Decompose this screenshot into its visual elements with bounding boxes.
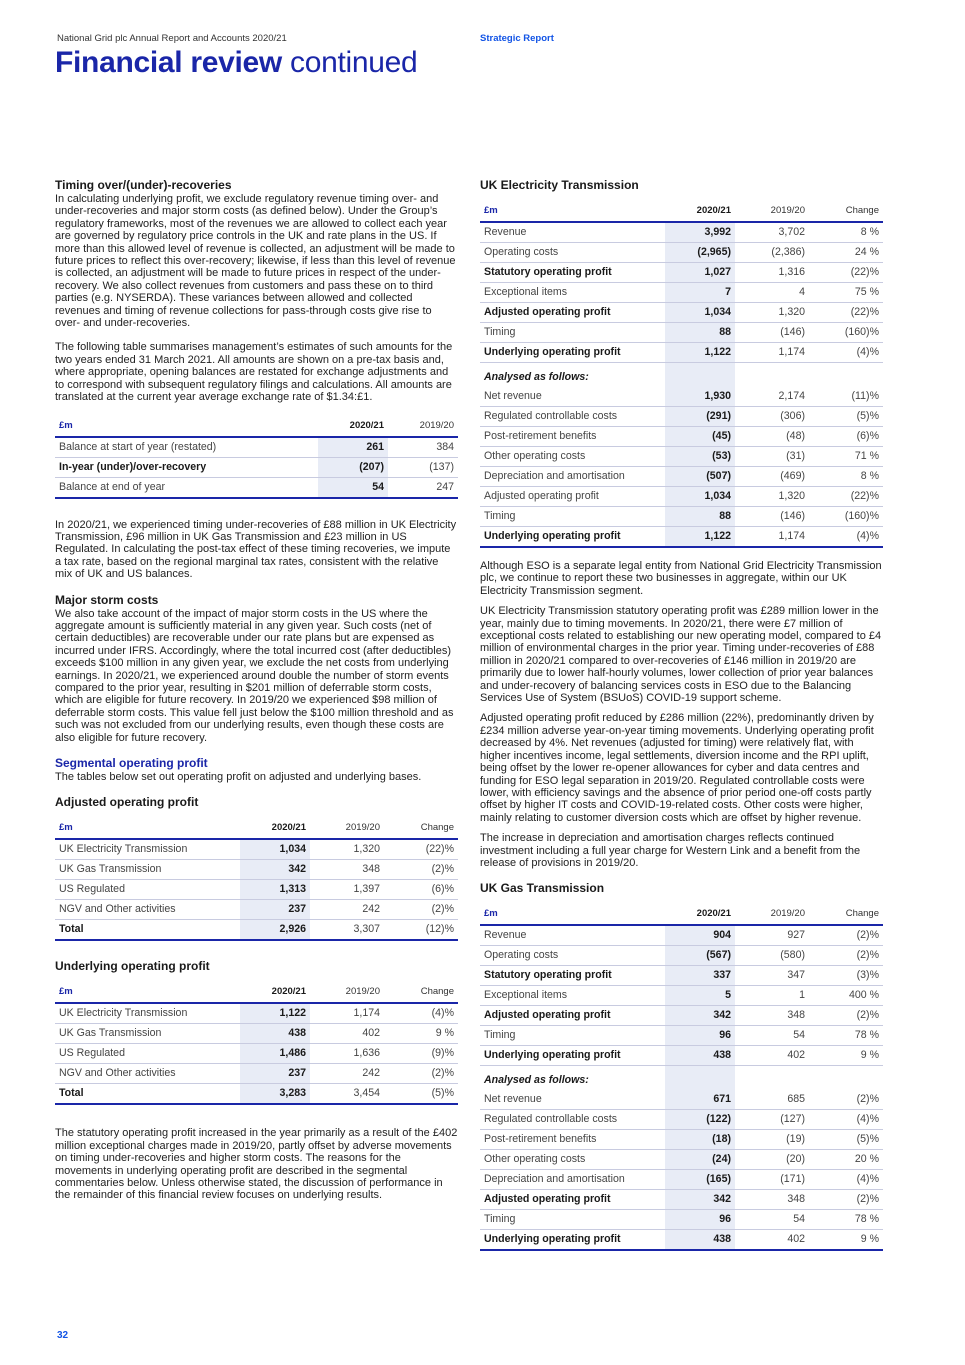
table-row: Exceptional items 5 1 400 % — [480, 986, 883, 1006]
table-row: Depreciation and amortisation (507) (469) 8 % — [480, 467, 883, 487]
storm-heading: Major storm costs — [55, 592, 159, 607]
table-row: Adjusted operating profit 1,034 1,320 (22)% — [480, 303, 883, 323]
ukel-paragraph-1: Although ESO is a separate legal entity from National Grid Electricity Transmission plc, we continue to report these two businesses in aggregate, within our UK Electricity Transmission segment. — [480, 560, 882, 597]
table-header: 2019/20 — [735, 904, 809, 925]
table-row: Balance at start of year (restated) 261 384 — [55, 437, 458, 458]
section-label: Strategic Report — [480, 33, 554, 44]
table-row: US Regulated 1,313 1,397 (6)% — [55, 880, 458, 900]
table-header: Change — [809, 201, 883, 222]
right-column — [480, 178, 883, 1251]
table-header: 2020/21 — [240, 818, 310, 839]
adjusted-table — [55, 818, 458, 941]
table-row: Underlying operating profit 1,122 1,174 (4)% — [480, 527, 883, 548]
underlying-heading: Underlying operating profit — [55, 959, 210, 974]
table-header: 2019/20 — [310, 982, 384, 1003]
table-subheading: Analysed as follows: — [480, 1066, 883, 1091]
table-row: Net revenue 671 685 (2)% — [480, 1090, 883, 1110]
table-row: Timing 88 (146) (160)% — [480, 323, 883, 343]
adjusted-heading: Adjusted operating profit — [55, 795, 199, 810]
table-row: NGV and Other activities 237 242 (2)% — [55, 900, 458, 920]
table-row: Adjusted operating profit 342 348 (2)% — [480, 1006, 883, 1026]
ukel-paragraph-3: Adjusted operating profit reduced by £286 million (22%), predominantly driven by £234 million adverse year-on-year timing movements. Underlying operating profit decreased by 4%. Net revenues (adjusted for timing) were relatively flat, with higher incentives income, legal settlements, diversion income and the RPI uplift, being offset by the lower re-opener allowances for cyber and data centres and funding for ESO legal separation in 2019/20. Regulated controllable costs were lower, with efficiency savings and the absence of prior period one-off costs partly offset by higher IT costs and COVID-19-related costs. Other costs were higher, mainly relating to customer diversion costs which are offset by higher revenue. — [480, 712, 874, 824]
timing-paragraph-3: In 2020/21, we experienced timing under-recoveries of £88 million in UK Electricity Transmission, £96 million in UK Gas Transmission and £23 million in US Regulated. In calculating the post-tax effect of these timing recoveries, we impute a tax rate, based on the regional marginal tax rates, consistent with the relative mix of UK and US balances. — [55, 518, 457, 581]
table-header: 2019/20 — [310, 818, 384, 839]
table-header: 2020/21 — [665, 201, 735, 222]
timing-heading: Timing over/(under)-recoveries — [55, 178, 232, 192]
table-header: £m — [55, 416, 318, 437]
timing-table — [55, 416, 458, 499]
table-row: UK Electricity Transmission 1,034 1,320 (22)% — [55, 839, 458, 860]
table-row: UK Gas Transmission 342 348 (2)% — [55, 860, 458, 880]
segmental-heading: Segmental operating profit — [55, 756, 208, 770]
table-row: Underlying operating profit 1,122 1,174 (4)% — [480, 343, 883, 363]
table-row: Statutory operating profit 1,027 1,316 (22)% — [480, 263, 883, 283]
table-header: 2020/21 — [318, 416, 388, 437]
table-row: Adjusted operating profit 1,034 1,320 (22)% — [480, 487, 883, 507]
table-row: Underlying operating profit 438 402 9 % — [480, 1230, 883, 1251]
timing-paragraph-2: The following table summarises management’s estimates of such amounts for the two years ended 31 March 2021. All amounts are shown on a pre-tax basis and, where appropriate, opening balances are restated for exchange adjustments and to correspond with subsequent regulatory filings and calculations. All amounts are translated at the current year average exchange rate of $1.34:£1. — [55, 341, 453, 404]
ukel-heading: UK Electricity Transmission — [480, 178, 639, 192]
segmental-paragraph-2: The statutory operating profit increased in the year primarily as a result of the £402 million exceptional charges made in 2019/20, partly offset by adverse movements on timing under-recoveries and higher storm costs. The reasons for the movements in underlying operating profit are described in the segmental commentaries below. Unless otherwise stated, the discussion of performance in the remainder of this financial review focuses on underlying results. — [55, 1127, 458, 1202]
storm-paragraph: We also take account of the impact of major storm costs in the US where the aggregate amount is sufficiently material in any given year. Such costs (net of certain deductibles) are recoverable under our rate plans but are expensed as incurred under IFRS. Accordingly, where the total incurred cost (after deductibles) exceeds $100 million in any given year, we exclude the net costs from underlying earnings. In 2020/21, we experienced around double the number of storm events compared to the prior year, resulting in $201 million of deferrable storm costs, which are eligible for future recovery. In 2019/20 we experienced $98 million of deferrable storm costs. This value fell just below the $100 million threshold and as such was not excluded from our underlying results, even though these costs are also eligible for future recovery. — [55, 607, 454, 744]
segmental-intro: The tables below set out operating profit on adjusted and underlying bases. — [55, 771, 422, 783]
table-row: Post-retirement benefits (45) (48) (6)% — [480, 427, 883, 447]
table-header: £m — [480, 201, 665, 222]
table-row: UK Gas Transmission 438 402 9 % — [55, 1024, 458, 1044]
table-row: Post-retirement benefits (18) (19) (5)% — [480, 1130, 883, 1150]
table-row: UK Electricity Transmission 1,122 1,174 (4)% — [55, 1003, 458, 1024]
table-header: Change — [384, 982, 458, 1003]
table-row: Other operating costs (24) (20) 20 % — [480, 1150, 883, 1170]
table-row: NGV and Other activities 237 242 (2)% — [55, 1064, 458, 1084]
table-row: Total 3,283 3,454 (5)% — [55, 1084, 458, 1105]
table-row: Revenue 904 927 (2)% — [480, 925, 883, 946]
left-column — [55, 178, 458, 1202]
table-row: Total 2,926 3,307 (12)% — [55, 920, 458, 941]
table-row: Regulated controllable costs (122) (127) (4)% — [480, 1110, 883, 1130]
table-header: 2020/21 — [665, 904, 735, 925]
table-row: Regulated controllable costs (291) (306) (5)% — [480, 407, 883, 427]
table-header: 2019/20 — [388, 416, 458, 437]
table-header: £m — [480, 904, 665, 925]
report-title: National Grid plc Annual Report and Accounts 2020/21 — [57, 33, 287, 44]
table-row: Timing 96 54 78 % — [480, 1210, 883, 1230]
table-row: Revenue 3,992 3,702 8 % — [480, 222, 883, 243]
table-subheading: Analysed as follows: — [480, 363, 883, 388]
table-header: £m — [55, 818, 240, 839]
table-row: US Regulated 1,486 1,636 (9)% — [55, 1044, 458, 1064]
table-row: In-year (under)/over-recovery (207) (137) — [55, 457, 458, 477]
table-row: Underlying operating profit 438 402 9 % — [480, 1046, 883, 1066]
timing-paragraph-1: In calculating underlying profit, we exclude regulatory revenue timing over- and under-recoveries and major storm costs (as defined below). Under the Group’s regulatory frameworks, most of the revenues we are allowed to collect each year are governed by regulatory price controls in the UK and rate plans in the US. If more than this allowed level of revenue is collected, an adjustment will be made to future prices to reflect this over-recovery; likewise, if less than this level of revenue is collected, an adjustment will be made to future prices in respect of the under-recovery. We also collect revenues from customers and pass these on to third parties (e.g. NYSERDA). These variances between allowed and collected revenues and timing of revenue collections for pass-through costs give rise to over- and under-recoveries. — [55, 193, 456, 330]
table-row: Operating costs (2,965) (2,386) 24 % — [480, 243, 883, 263]
table-row: Other operating costs (53) (31) 71 % — [480, 447, 883, 467]
ukgas-table — [480, 904, 883, 1251]
ukel-table — [480, 201, 883, 548]
table-row: Timing 88 (146) (160)% — [480, 507, 883, 527]
table-header: Change — [384, 818, 458, 839]
table-header: £m — [55, 982, 240, 1003]
ukel-paragraph-2: UK Electricity Transmission statutory operating profit was £289 million lower in the year, mainly due to timing movements. In 2020/21, there were £7 million of exceptional costs related to establishing our new operating model, compared to £4 million of environmental charges in the prior year. Timing under-recoveries of £88 million in 2020/21 compared to over-recoveries of £146 million in 2019/20 are primarily due to lower half-hourly volumes, lower collection of prior year balances and under-recovery of balancing services costs in ESO due to the Balancing Services Use of System (BSUoS) COVID-19 support scheme. — [480, 605, 882, 705]
table-row: Depreciation and amortisation (165) (171) (4)% — [480, 1170, 883, 1190]
page-title: Financial review continued — [55, 46, 418, 79]
table-header: 2019/20 — [735, 201, 809, 222]
table-row: Net revenue 1,930 2,174 (11)% — [480, 387, 883, 407]
table-row: Adjusted operating profit 342 348 (2)% — [480, 1190, 883, 1210]
ukgas-heading: UK Gas Transmission — [480, 881, 605, 896]
ukel-paragraph-4: The increase in depreciation and amortisation charges reflects continued investment including a full year charge for Western Link and a benefit from the release of provisions in 2019/20. — [480, 832, 861, 869]
table-row: Balance at end of year 54 247 — [55, 477, 458, 498]
table-row: Operating costs (567) (580) (2)% — [480, 946, 883, 966]
table-row: Timing 96 54 78 % — [480, 1026, 883, 1046]
underlying-table — [55, 982, 458, 1105]
table-row: Exceptional items 7 4 75 % — [480, 283, 883, 303]
page-number: 32 — [57, 1330, 69, 1341]
table-header: 2020/21 — [240, 982, 310, 1003]
table-header: Change — [809, 904, 883, 925]
table-row: Statutory operating profit 337 347 (3)% — [480, 966, 883, 986]
